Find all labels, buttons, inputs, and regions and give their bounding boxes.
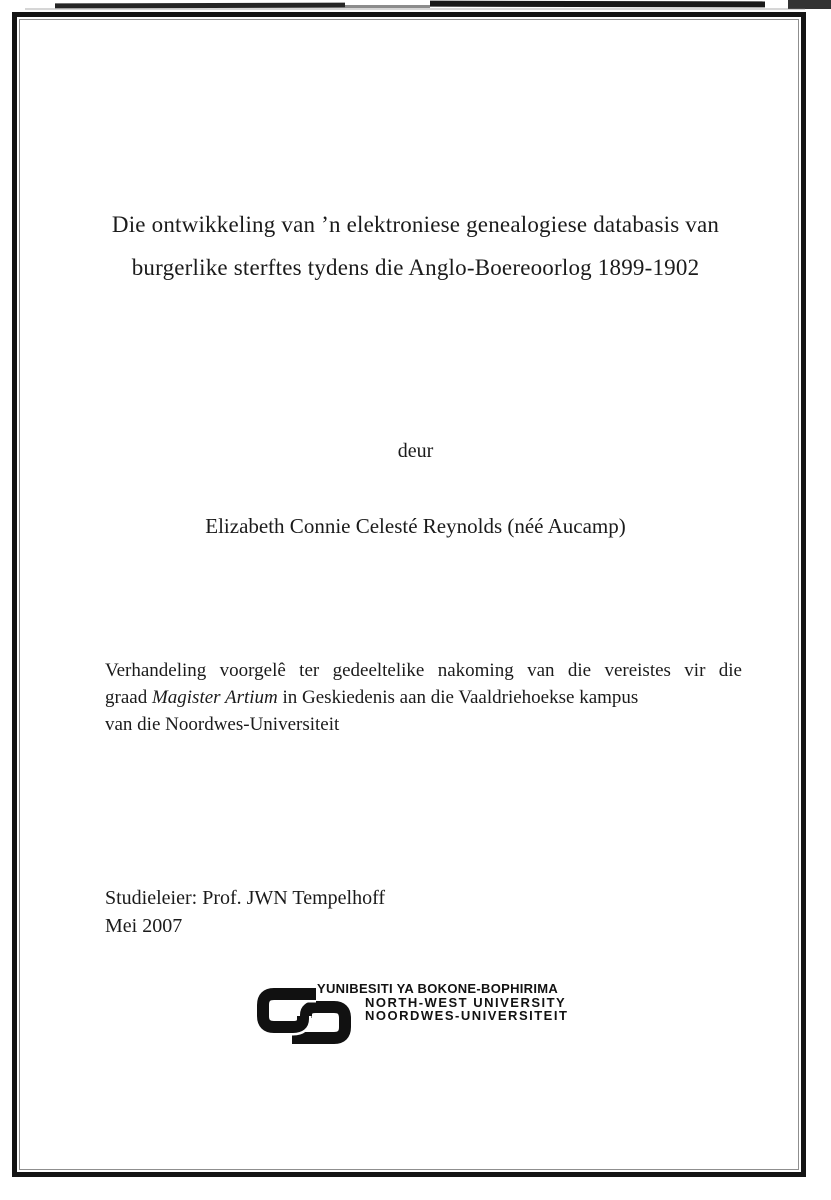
thesis-title-line-2: burgerlike sterftes tydens die Anglo-Boereoorlog 1899-1902 [131,255,700,280]
university-logo [257,981,587,1051]
scan-artifact [25,8,805,10]
degree-statement-line-2-prefix: graad [105,687,152,708]
university-logo-text [317,982,568,1023]
degree-name-italic: Magister Artium [151,687,278,708]
logo-text-setswana: YUNIBESITI YA BOKONE-BOPHIRIMA [317,981,559,996]
degree-statement-line-3: van die Noordwes-Universiteit [105,714,340,735]
author-name: Elizabeth Connie Celesté Reynolds (néé Aucamp) [205,514,626,538]
degree-statement [105,657,742,738]
scan-artifact [430,1,765,8]
logo-text-english: NORTH-WEST UNIVERSITY [365,994,567,1010]
thesis-title-line-1: Die ontwikkeling van ’n elektroniese genealogiese databasis van [111,212,720,237]
degree-statement-line-2 [105,684,742,711]
byline-word: deur [397,440,434,462]
degree-statement-line-1: Verhandeling voorgelê ter gedeeltelike nakoming van die vereistes vir die [105,660,742,681]
logo-text-afrikaans: NOORDWES-UNIVERSITEIT [365,1008,569,1023]
thesis-title [40,203,791,289]
date-line: Mei 2007 [105,915,183,937]
degree-statement-line-2-suffix: in Geskiedenis aan die Vaaldriehoekse kampus [277,687,639,708]
supervisor-block [105,884,385,940]
supervisor-line: Studieleier: Prof. JWN Tempelhoff [105,887,386,909]
